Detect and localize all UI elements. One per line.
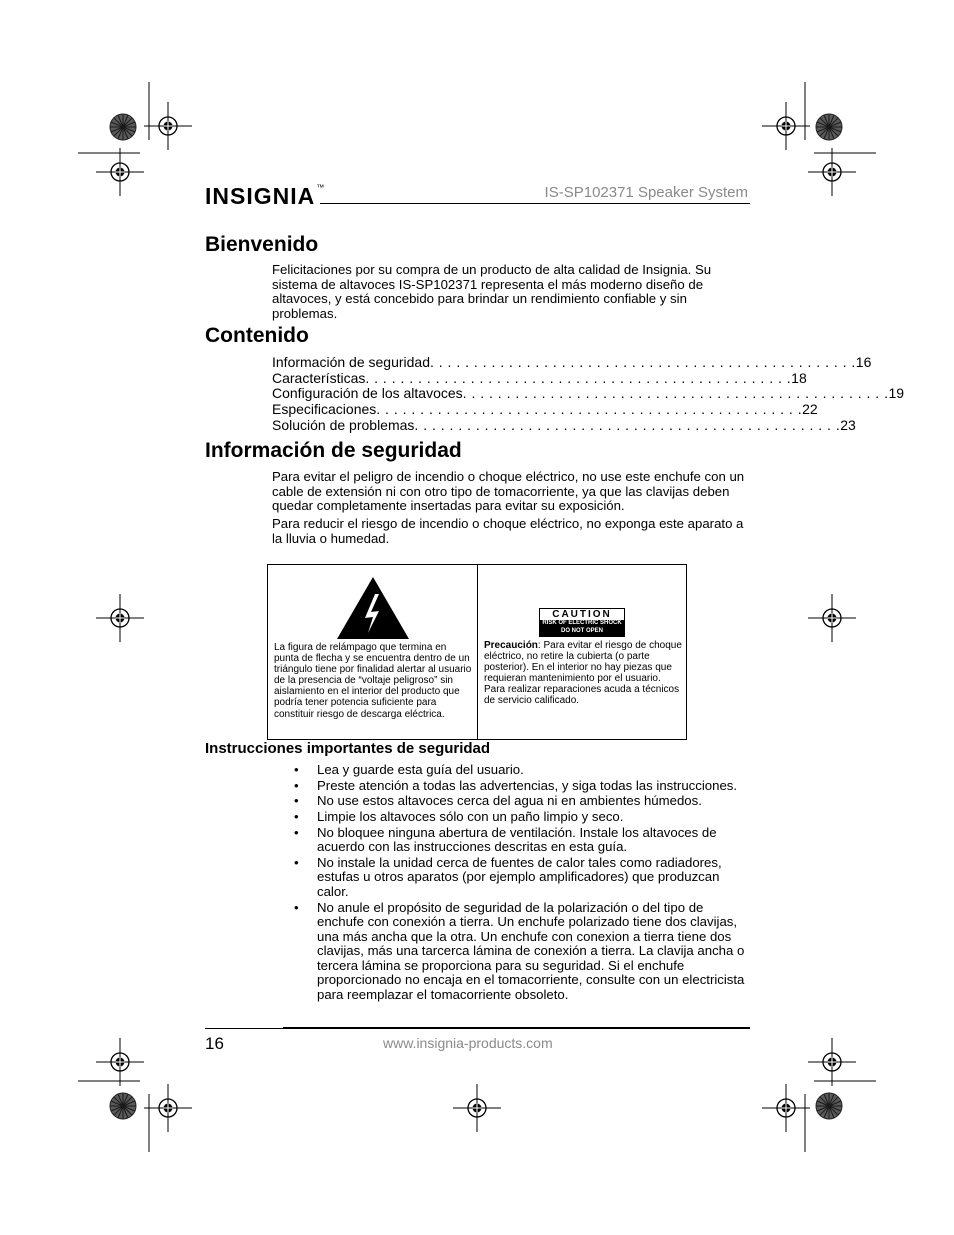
toc-entry-page: 22: [802, 401, 818, 418]
caution-label-line-1: RISK OF ELECTRIC SHOCK: [542, 620, 622, 626]
lightning-warning-icon: [335, 575, 411, 641]
list-item: • No use estos altavoces cerca del agua ni en ambientes húmedos.: [294, 794, 750, 809]
toc-entry-title: Configuración de los altavoces: [272, 385, 463, 402]
caution-label-title: CAUTION: [540, 609, 624, 620]
list-item: • No instale la unidad cerca de fuentes de calor tales como radiadores, estufas u otros aparatos (por ejemplo amplificadores) que produzcan calor.: [294, 856, 750, 900]
page-number: 16: [205, 1034, 224, 1053]
safety-paragraph-1: Para evitar el peligro de incendio o choque eléctrico, no use este enchufe con un cable de extensión ni con otro tipo de tomacorriente, ya que las clavijas deben quedar completamente insertadas para evitar su exposición.: [272, 469, 745, 513]
caution-bold-label: Precaución: [484, 640, 538, 651]
logo-trademark: ™: [316, 183, 326, 192]
safety-paragraph-2: Para reducir el riesgo de incendio o choque eléctrico, no exponga este aparato a la lluvia o humedad.: [272, 516, 744, 546]
toc-entry[interactable]: [272, 416, 856, 434]
list-item: • No anule el propósito de seguridad de la polarización o del tipo de enchufe con conexión a tierra. Un enchufe polarizado tiene dos clavijas, una más ancha que la otra. Un enchufe con conexion a tierra tiene dos clavijas, más una tarcerca lámina de conexión a tierra. La clavija ancha o tercera lámina se proporciona para su seguridad. Si el enchufe proporcionado no encaja en el tomacorriente, consulte con un electricista para reemplazar el tomacorriente obsoleto.: [294, 901, 750, 1003]
toc-entry-title: Información de seguridad: [272, 354, 430, 370]
toc-leader: . . . . . . . . . . . . . . . . . . . . . . . . . . . . . . . . . . . . . . . . . . . . . . . . .: [376, 401, 803, 418]
toc-entry-page: 23: [840, 416, 856, 433]
safety-heading: Información de seguridad: [205, 439, 462, 462]
logo-text: INSIGNIA: [205, 183, 316, 209]
footer-rule-thin: [205, 1028, 283, 1029]
toc-leader: . . . . . . . . . . . . . . . . . . . . . . . . . . . . . . . . . . . . . . . . . . . . . . . . .: [414, 416, 841, 433]
toc-entry-title: Características: [272, 369, 366, 386]
instructions-list: [294, 763, 750, 1003]
welcome-text: Felicitaciones por su compra de un producto de alta calidad de Insignia. Su sistema de altavoces IS-SP102371 representa el más moderno diseño de altavoces, y está concebido para brindar un rendimiento confiable y sin problemas.: [272, 262, 712, 321]
header-rule: [320, 203, 750, 204]
caution-label-line-2: DO NOT OPEN: [560, 627, 603, 634]
toc-entry-page: 19: [888, 385, 905, 402]
contents-heading: Contenido: [205, 324, 309, 347]
toc-entry-page: 18: [791, 369, 807, 386]
toc-entry-title: Especificaciones: [272, 401, 377, 418]
toc-entry[interactable]: [272, 354, 872, 371]
toc-entry[interactable]: [272, 401, 818, 418]
welcome-heading: Bienvenido: [205, 233, 319, 256]
caution-text: : Para evitar el riesgo de choque eléctrico, no retire la cubierta (o parte posterior). En el interior no hay piezas que requieran mantenimiento por el usuario. Para realizar reparaciones acuda a técnicos de servicio calificado.: [484, 640, 682, 707]
toc-entry[interactable]: [272, 369, 807, 387]
list-item: • Lea y guarde esta guía del usuario.: [294, 763, 750, 778]
table-of-contents: [272, 354, 905, 434]
toc-leader: . . . . . . . . . . . . . . . . . . . . . . . . . . . . . . . . . . . . . . . . . . . . . . . . .: [365, 369, 792, 386]
caution-label-icon: [539, 608, 625, 637]
warning-box-divider: [477, 565, 478, 739]
list-item: • Preste atención a todas las advertencias, y siga todas las instrucciones.: [294, 779, 750, 794]
instructions-heading: Instrucciones importantes de seguridad: [205, 740, 491, 757]
footer-url-link[interactable]: www.insignia-products.com: [383, 1035, 553, 1051]
toc-entry-title: Solución de problemas: [272, 416, 415, 433]
header-title: IS-SP102371 Speaker System: [544, 184, 748, 201]
caution-explanation: [484, 640, 682, 707]
caution-label-subtitle: [540, 620, 624, 636]
list-item: • Limpie los altavoces sólo con un paño limpio y seco.: [294, 810, 750, 825]
toc-leader: . . . . . . . . . . . . . . . . . . . . . . . . . . . . . . . . . . . . . . . . . . . . . . . . .: [430, 354, 856, 370]
insignia-logo: [205, 183, 325, 210]
footer-rule: [283, 1027, 750, 1029]
toc-entry-page: 16: [855, 354, 872, 370]
list-item: • No bloquee ninguna abertura de ventilación. Instale los altavoces de acuerdo con las instrucciones descritas en esta guía.: [294, 826, 750, 855]
lightning-symbol-explanation: La figura de relámpago que termina en punta de flecha y se encuentra dentro de un triángulo tiene por finalidad alertar al usuario de la presencia de “voltaje peligroso” sin aislamiento en el interior del producto que podría tener potencia suficiente para constituir riesgo de descarga eléctrica.: [274, 642, 472, 720]
electric-shock-warning-box: [267, 564, 687, 740]
toc-entry[interactable]: [272, 385, 905, 402]
toc-leader: . . . . . . . . . . . . . . . . . . . . . . . . . . . . . . . . . . . . . . . . . . . . . . . . .: [462, 385, 889, 402]
